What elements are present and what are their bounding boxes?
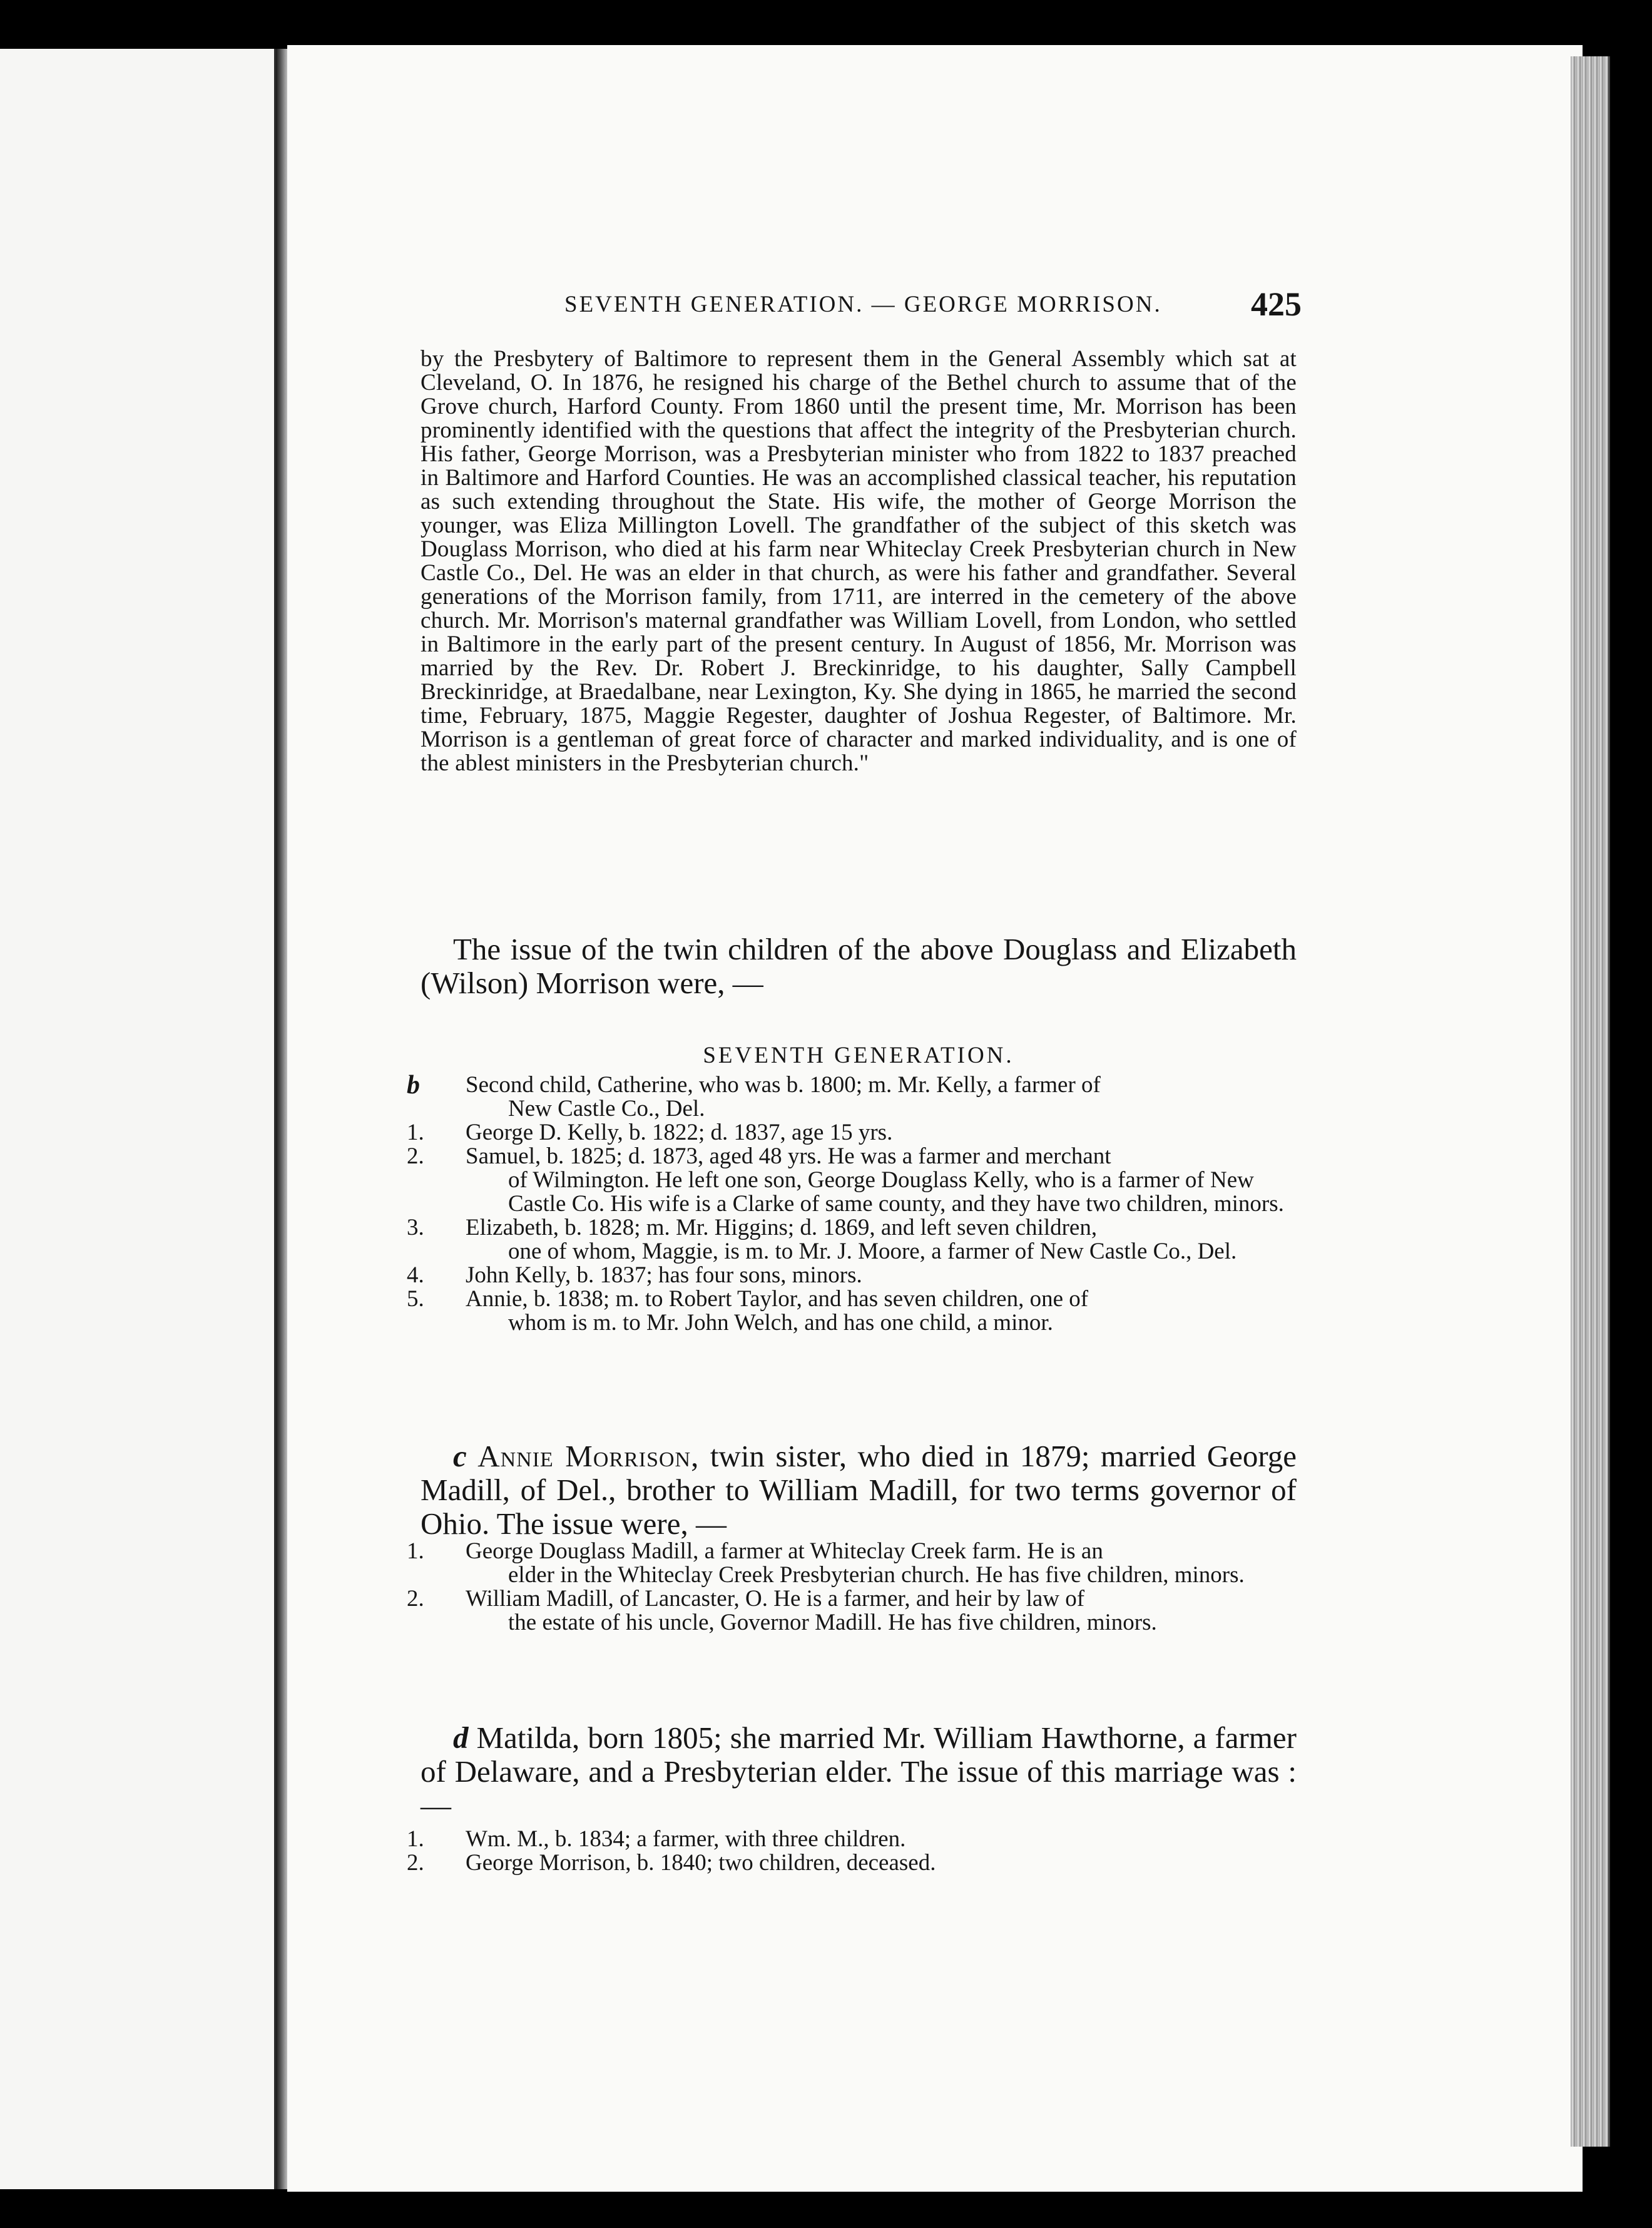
catherine-section bbox=[407, 1071, 1297, 1336]
annie-text: twin sister, who died in 1879; married George Madill, of Del., brother to William Madill, for two terms governor of Ohio. The issue were, — bbox=[421, 1439, 1297, 1541]
item-text: Samuel, b. 1825; d. 1873, aged 48 yrs. He was a farmer and merchant bbox=[466, 1143, 1111, 1169]
annie-paragraph bbox=[421, 1439, 1297, 1541]
quote-paragraph: by the Presbytery of Baltimore to represent them in the General Assembly which sat at Cleveland, O. In 1876, he resigned his charge of the Bethel church to assume that of the Grove church, Harford County. From 1860 until the present time, Mr. Morrison has been prominently identified with the questions that affect the integrity of the Presbyterian church. His father, George Morrison, was a Presbyterian minister who from 1822 to 1837 preached in Baltimore and Harford Counties. He was an accomplished classical teacher, his reputation as such extending throughout the State. His wife, the mother of George Morrison the younger, was Eliza Millington Lovell. The grandfather of the subject of this sketch was Douglass Morrison, who died at his farm near Whiteclay Creek Presbyterian church in New Castle Co., Del. He was an elder in that church, as were his father and grandfather. Several generations of the Morrison family, from 1711, are interred in the cemetery of the above church. Mr. Morrison's maternal grandfather was William Lovell, from London, who settled in Baltimore in the early part of the present century. In August of 1856, Mr. Morrison was married by the Rev. Dr. Robert J. Breckinridge, to his daughter, Sally Campbell Breckinridge, at Braedalbane, near Lexington, Ky. She dying in 1865, he married the second time, February, 1875, Maggie Regester, daughter of Joshua Regester, of Baltimore. Mr. Morrison is a gentleman of great force of character and marked individuality, and is one of the ablest ministers in the Presbyterian church." bbox=[421, 346, 1297, 776]
running-head bbox=[421, 285, 1302, 323]
list-item bbox=[407, 1215, 1297, 1264]
entry-letter: c bbox=[453, 1439, 467, 1473]
page-edges bbox=[1571, 56, 1610, 2147]
item-number: 3. bbox=[407, 1215, 424, 1240]
item-number: 2. bbox=[407, 1586, 424, 1612]
section-title: SEVENTH GENERATION. bbox=[703, 1043, 1014, 1068]
item-number: 5. bbox=[407, 1286, 424, 1312]
item-continuation: of Wilmington. He left one son, George Douglass Kelly, who is a farmer of New Castle Co. His wife is a Clarke of same county, and they have two children, minors. bbox=[508, 1167, 1284, 1217]
list-item bbox=[407, 1120, 1297, 1145]
annie-children bbox=[407, 1538, 1297, 1635]
item-number: 1. bbox=[407, 1120, 424, 1145]
list-item bbox=[407, 1586, 1297, 1635]
item-continuation: the estate of his uncle, Governor Madill. He has five children, minors. bbox=[508, 1610, 1157, 1635]
page-number: 425 bbox=[1251, 285, 1302, 323]
item-text: George Douglass Madill, a farmer at Whiteclay Creek farm. He is an bbox=[466, 1538, 1103, 1564]
item-text: Elizabeth, b. 1828; m. Mr. Higgins; d. 1869, and left seven children, bbox=[466, 1215, 1098, 1240]
item-number: 1. bbox=[407, 1826, 424, 1852]
item-number: 4. bbox=[407, 1262, 424, 1288]
list-item bbox=[407, 1850, 1297, 1876]
matilda-text: Matilda, born 1805; she married Mr. William Hawthorne, a farmer of Delaware, and a Presbyterian elder. The issue of this marriage was : — bbox=[421, 1720, 1297, 1822]
left-page bbox=[0, 49, 276, 2189]
item-text: George Morrison, b. 1840; two children, deceased. bbox=[466, 1850, 936, 1876]
list-item bbox=[407, 1262, 1297, 1288]
item-text: George D. Kelly, b. 1822; d. 1837, age 15 yrs. bbox=[466, 1120, 893, 1145]
matilda-paragraph bbox=[421, 1721, 1297, 1822]
item-number: 2. bbox=[407, 1143, 424, 1169]
entry-first-line: Second child, Catherine, who was b. 1800; m. Mr. Kelly, a farmer of bbox=[466, 1072, 1101, 1098]
item-text: William Madill, of Lancaster, O. He is a farmer, and heir by law of bbox=[466, 1586, 1085, 1612]
entry-letter: d bbox=[453, 1720, 469, 1755]
entry-continuation: New Castle Co., Del. bbox=[508, 1096, 705, 1122]
twins-intro-paragraph: The issue of the twin children of the above Douglass and Elizabeth (Wilson) Morrison were, — bbox=[421, 932, 1297, 1000]
item-continuation: elder in the Whiteclay Creek Presbyterian church. He has five children, minors. bbox=[508, 1562, 1245, 1588]
item-number: 2. bbox=[407, 1850, 424, 1876]
entry-letter: b bbox=[407, 1071, 420, 1100]
annie-name: Annie Morrison, bbox=[477, 1439, 700, 1473]
list-item bbox=[407, 1286, 1297, 1336]
item-text: John Kelly, b. 1837; has four sons, minors. bbox=[466, 1262, 862, 1288]
list-item bbox=[407, 1538, 1297, 1588]
item-number: 1. bbox=[407, 1538, 424, 1564]
item-continuation: whom is m. to Mr. John Welch, and has one child, a minor. bbox=[508, 1310, 1053, 1336]
page-content bbox=[407, 0, 1302, 2190]
matilda-children bbox=[407, 1826, 1297, 1876]
list-item bbox=[407, 1143, 1297, 1217]
item-text: Annie, b. 1838; m. to Robert Taylor, and has seven children, one of bbox=[466, 1286, 1089, 1312]
catherine-entry bbox=[407, 1071, 1297, 1122]
book-gutter bbox=[276, 49, 287, 2189]
item-text: Wm. M., b. 1834; a farmer, with three children. bbox=[466, 1826, 906, 1852]
running-head-title: SEVENTH GENERATION. — GEORGE MORRISON. bbox=[564, 292, 1162, 317]
list-item bbox=[407, 1826, 1297, 1852]
item-continuation: one of whom, Maggie, is m. to Mr. J. Moore, a farmer of New Castle Co., Del. bbox=[508, 1239, 1237, 1264]
